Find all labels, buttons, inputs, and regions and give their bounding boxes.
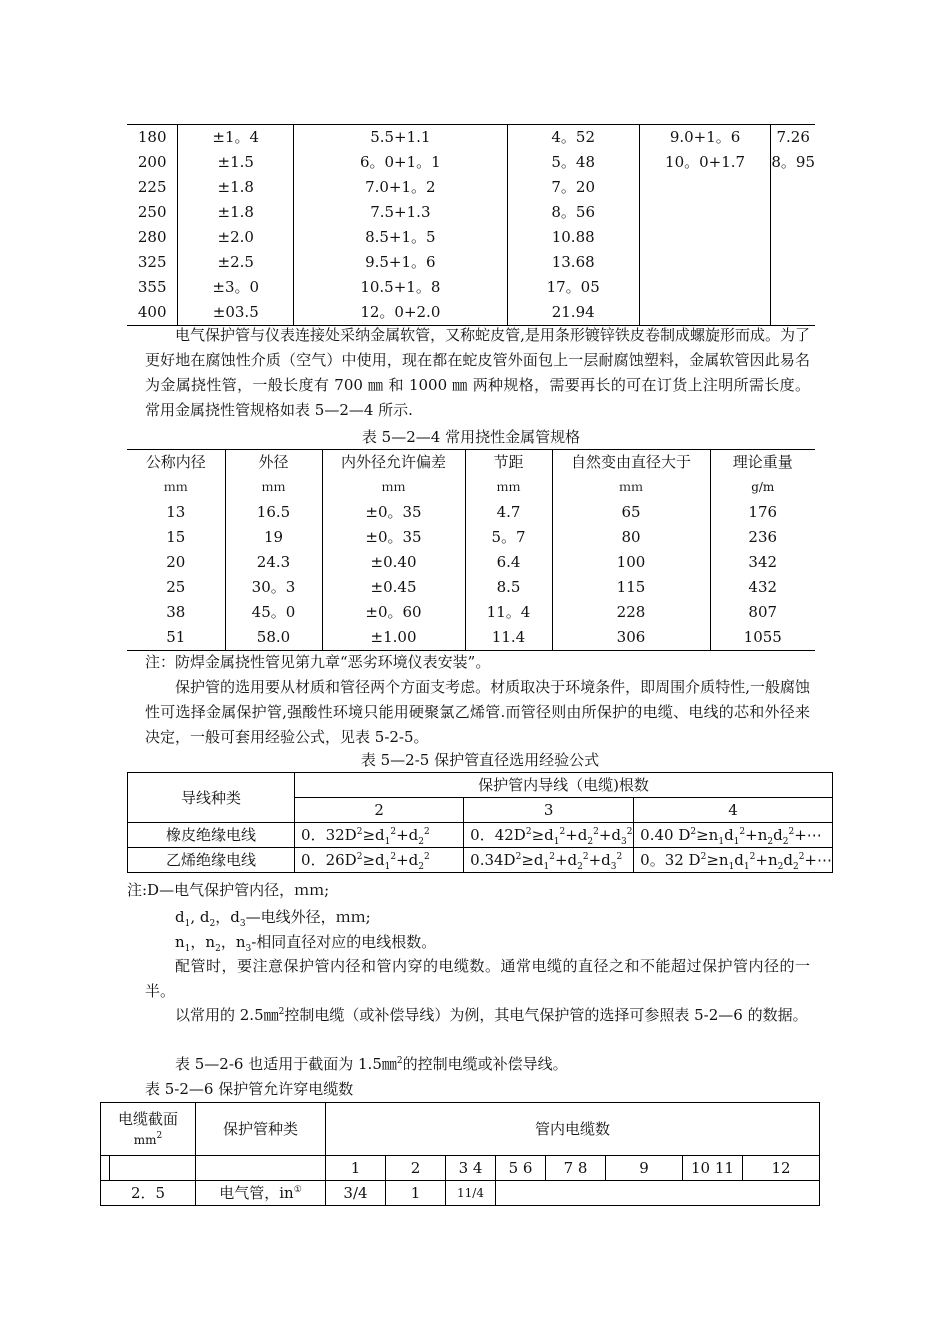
table-cell: ±0。60 <box>322 600 465 625</box>
table-cell: ±2.5 <box>178 250 294 275</box>
column-unit: ｍｍ <box>163 480 188 494</box>
formula-cell: 0．$32D^2\ge d_1^2+d_2^2$ <box>295 823 464 848</box>
table-cell <box>771 250 815 275</box>
table-row <box>127 300 815 326</box>
table2-caption: 表 5—2—4 常用挠性金属管规格 <box>361 428 581 446</box>
table-cell: 30。3 <box>225 575 322 600</box>
table-cell: 325 <box>137 253 167 271</box>
header-col-4: 4 <box>634 798 833 823</box>
row-value: 11/4 <box>446 1181 496 1206</box>
column-header: 外径 <box>225 450 322 476</box>
column-header: 节距 <box>465 450 552 476</box>
table-cell <box>639 175 771 200</box>
table-cell: 65 <box>552 500 710 525</box>
table-cell: ±3。0 <box>178 275 294 300</box>
column-header: 理论重量 <box>710 450 815 476</box>
col-header: 12 <box>743 1156 820 1181</box>
table-row <box>128 848 833 873</box>
table-cell: 5。7 <box>465 525 552 550</box>
table-header-row <box>127 450 815 476</box>
table-cell: 13 <box>166 503 186 521</box>
col-header: 3 4 <box>446 1156 496 1181</box>
table-cell: 1055 <box>710 625 815 651</box>
table-cell: 6。0+1。1 <box>294 150 508 175</box>
header-pipe-type: 保护管种类 <box>196 1103 326 1156</box>
table-cell: 250 <box>137 203 167 221</box>
table-cell: 5.5+1.1 <box>294 125 508 151</box>
row-pipe-type: 电气管，in① <box>196 1181 326 1206</box>
table-cell: 13.68 <box>507 250 639 275</box>
table-cell: 355 <box>137 278 167 296</box>
table-cell <box>639 200 771 225</box>
table-cell <box>639 225 771 250</box>
table-cell: 45。0 <box>225 600 322 625</box>
table-cell: 432 <box>710 575 815 600</box>
header-section: 电缆截面 $mm^2$ <box>101 1103 196 1156</box>
table-row <box>127 525 815 550</box>
table-cell: 58.0 <box>225 625 322 651</box>
row-value: 1 <box>386 1181 446 1206</box>
table-cell: 7.5+1.3 <box>294 200 508 225</box>
table-cell: 180 <box>137 128 167 146</box>
table-cell: 7.26 <box>771 125 815 151</box>
table3-caption: 表 5—2-5 保护管直径选用经验公式 <box>360 751 600 769</box>
table-cell: 8.5 <box>465 575 552 600</box>
table-row <box>127 550 815 575</box>
table-row <box>101 1103 820 1156</box>
column-unit: ｍｍ <box>552 475 710 500</box>
table-cell: 15 <box>166 528 186 546</box>
table-cell: ±03.5 <box>178 300 294 326</box>
table-cell: 176 <box>710 500 815 525</box>
table-cell: 24.3 <box>225 550 322 575</box>
table-cell <box>771 200 815 225</box>
table-cell: 9.5+1。6 <box>294 250 508 275</box>
col-header: 1 <box>326 1156 386 1181</box>
table-cell: 6.4 <box>465 550 552 575</box>
column-header: 自然变由直径大于 <box>552 450 710 476</box>
table-cell: ±0。35 <box>322 525 465 550</box>
table-cell: 10.88 <box>507 225 639 250</box>
table-cell: 8.5+1。5 <box>294 225 508 250</box>
row-label-rubber: 橡皮绝缘电线 <box>128 823 295 848</box>
table-row <box>127 175 815 200</box>
column-unit: ｍｍ <box>465 475 552 500</box>
table-cell: 16.5 <box>225 500 322 525</box>
paragraph-pipe-selection: 保护管的选用要从材质和管径两个方面支考虑。材质取决于环境条件，即周围介质特性,一般腐蚀性可选择金属保护管,强酸性环境只能用硬聚氯乙烯管.而管径则由所保护的电缆、电线的芯和外径来决定，一般可套用经验公式，见表 5-2-5。 <box>145 678 810 746</box>
table-row <box>128 773 833 798</box>
formula-cell: 0．$42D^2\ge d_1^2+d_2^2+d_3^2$ <box>464 823 634 848</box>
col-header: 5 6 <box>496 1156 546 1181</box>
table-cell <box>771 175 815 200</box>
table-cell <box>771 275 815 300</box>
table3-note-line3: $n_1$，$n_2$，$n_3-$相同直径对应的电线根数。 <box>175 933 437 954</box>
header-col-3: 3 <box>464 798 634 823</box>
column-unit: ｍｍ <box>322 475 465 500</box>
col-header: 9 <box>606 1156 683 1181</box>
table-row <box>101 1156 820 1181</box>
header-col-2: 2 <box>295 798 464 823</box>
table-diameter-formula <box>127 772 833 873</box>
table-pipe-tolerance-continued <box>127 124 815 326</box>
table-cell: 115 <box>552 575 710 600</box>
table-cell: 236 <box>710 525 815 550</box>
table-cell: 228 <box>552 600 710 625</box>
table-row <box>127 275 815 300</box>
table-cell: 100 <box>552 550 710 575</box>
table-cell: 25 <box>166 578 186 596</box>
table-cell: 80 <box>552 525 710 550</box>
table-cell: 12。0+2.0 <box>294 300 508 326</box>
table-row <box>127 200 815 225</box>
col-header: 2 <box>386 1156 446 1181</box>
column-unit: g/m <box>710 475 815 500</box>
table-row <box>127 575 815 600</box>
table2-note: 注：防焊金属挠性管见第九章“恶劣环境仪表安装”。 <box>145 653 491 671</box>
table-cell: ±1.00 <box>322 625 465 651</box>
table-cell: 9.0+1。6 <box>639 125 771 151</box>
table-cell: ±1.5 <box>178 150 294 175</box>
table-row <box>127 600 815 625</box>
column-unit: ｍｍ <box>225 475 322 500</box>
table-cell: 306 <box>552 625 710 651</box>
table-cell: 200 <box>137 153 167 171</box>
paragraph-also-applies: 表 5—2-6 也适用于截面为 1.5㎜$^2$的控制电缆或补偿导线。 <box>175 1055 568 1073</box>
table-cell: 4。52 <box>507 125 639 151</box>
formula-cell: 0.40 $D^2\ge n_1d_1^2+n_2d_2^2+\cdots$ <box>634 823 833 848</box>
table-cell: 11。4 <box>465 600 552 625</box>
formula-cell: 0。32 $D^2\ge n_1d_1^2+n_2d_2^2+\cdots$ <box>634 848 833 873</box>
formula-cell: $0.34D^2\ge d_1^2+d_2^2+d_3^2$ <box>464 848 634 873</box>
table-cell: 7.0+1。2 <box>294 175 508 200</box>
table-cell <box>639 275 771 300</box>
table-row <box>127 250 815 275</box>
header-wire-type: 导线种类 <box>128 773 295 823</box>
formula-cell: 0．$26D^2\ge d_1^2+d_2^2$ <box>295 848 464 873</box>
table-cell: 8。56 <box>507 200 639 225</box>
header-cable-count: 管内电缆数 <box>326 1103 820 1156</box>
table-flexible-metal-pipe <box>127 449 815 651</box>
table-cell: 342 <box>710 550 815 575</box>
column-header: 内外径允许偏差 <box>322 450 465 476</box>
row-section: 2．5 <box>101 1181 196 1206</box>
table-cell: 400 <box>137 303 167 321</box>
table-cell: ±0。35 <box>322 500 465 525</box>
table-cell: 10。0+1.7 <box>639 150 771 175</box>
table-row <box>127 500 815 525</box>
table-cell: 51 <box>166 628 186 646</box>
table-cell: 7。20 <box>507 175 639 200</box>
table-row <box>127 625 815 651</box>
table-cell: 225 <box>137 178 167 196</box>
col-header: 7 8 <box>546 1156 606 1181</box>
table-row <box>101 1181 820 1206</box>
paragraph-metal-hose: 电气保护管与仪表连接处采纳金属软管，又称蛇皮管,是用条形镀锌铁皮卷制成螺旋形而成。为了更好地在腐蚀性介质（空气）中使用，现在都在蛇皮管外面包上一层耐腐蚀塑料，金属软管因此易名为金属挠性管，一般长度有 700 ㎜ 和 1000 ㎜ 两种规格，需要再长的可在订货上注明所需长度。常用金属挠性管规格如表 5—2—4 所示. <box>145 326 810 419</box>
table-cell: ±0.45 <box>322 575 465 600</box>
table-cell: 10.5+1。8 <box>294 275 508 300</box>
table-cell: 8。95 <box>771 150 815 175</box>
table-cell: 280 <box>137 228 167 246</box>
table-cell: 19 <box>225 525 322 550</box>
paragraph-example: 以常用的 2.5㎜$^2$控制电缆（或补偿导线）为例，其电气保护管的选择可参照表 5-2—6 的数据。 <box>175 1006 808 1024</box>
table-cell <box>771 300 815 326</box>
table-unit-row <box>127 475 815 500</box>
table-cell: 21.94 <box>507 300 639 326</box>
table-cell: 5。48 <box>507 150 639 175</box>
table-cell <box>639 250 771 275</box>
col-header: 10 11 <box>683 1156 743 1181</box>
table-cell: ±0.40 <box>322 550 465 575</box>
table-cell: ±1.8 <box>178 175 294 200</box>
table-row <box>127 125 815 151</box>
table4-caption: 表 5-2—6 保护管允许穿电缆数 <box>145 1080 354 1098</box>
table-row <box>128 823 833 848</box>
table-cell: 11.4 <box>465 625 552 651</box>
row-value: 3/4 <box>326 1181 386 1206</box>
table3-note-line1: 注:D—电气保护管内径，ｍｍ; <box>127 881 330 899</box>
table-cell: 20 <box>166 553 186 571</box>
row-label-vinyl: 乙烯绝缘电线 <box>128 848 295 873</box>
table-cell: ±1.8 <box>178 200 294 225</box>
column-header: 公称内径 <box>145 453 206 471</box>
table-cell: 17。05 <box>507 275 639 300</box>
table-cell: ±2.0 <box>178 225 294 250</box>
header-wire-count: 保护管内导线（电缆)根数 <box>295 773 833 798</box>
table-cell <box>639 300 771 326</box>
table-cell: 38 <box>166 603 186 621</box>
table-cell: 807 <box>710 600 815 625</box>
paragraph-cable-count: 配管时，要注意保护管内径和管内穿的电缆数。通常电缆的直径之和不能超过保护管内径的一半。 <box>145 957 810 1000</box>
table-cell <box>771 225 815 250</box>
table-allowed-cables <box>100 1102 820 1206</box>
table-row <box>127 225 815 250</box>
table-row <box>127 150 815 175</box>
table-cell: ±1。4 <box>178 125 294 151</box>
table3-note-line2: $d_1$, $d_2$，$d_3—$电线外径，ｍｍ; <box>175 908 371 929</box>
table-cell: 4.7 <box>465 500 552 525</box>
